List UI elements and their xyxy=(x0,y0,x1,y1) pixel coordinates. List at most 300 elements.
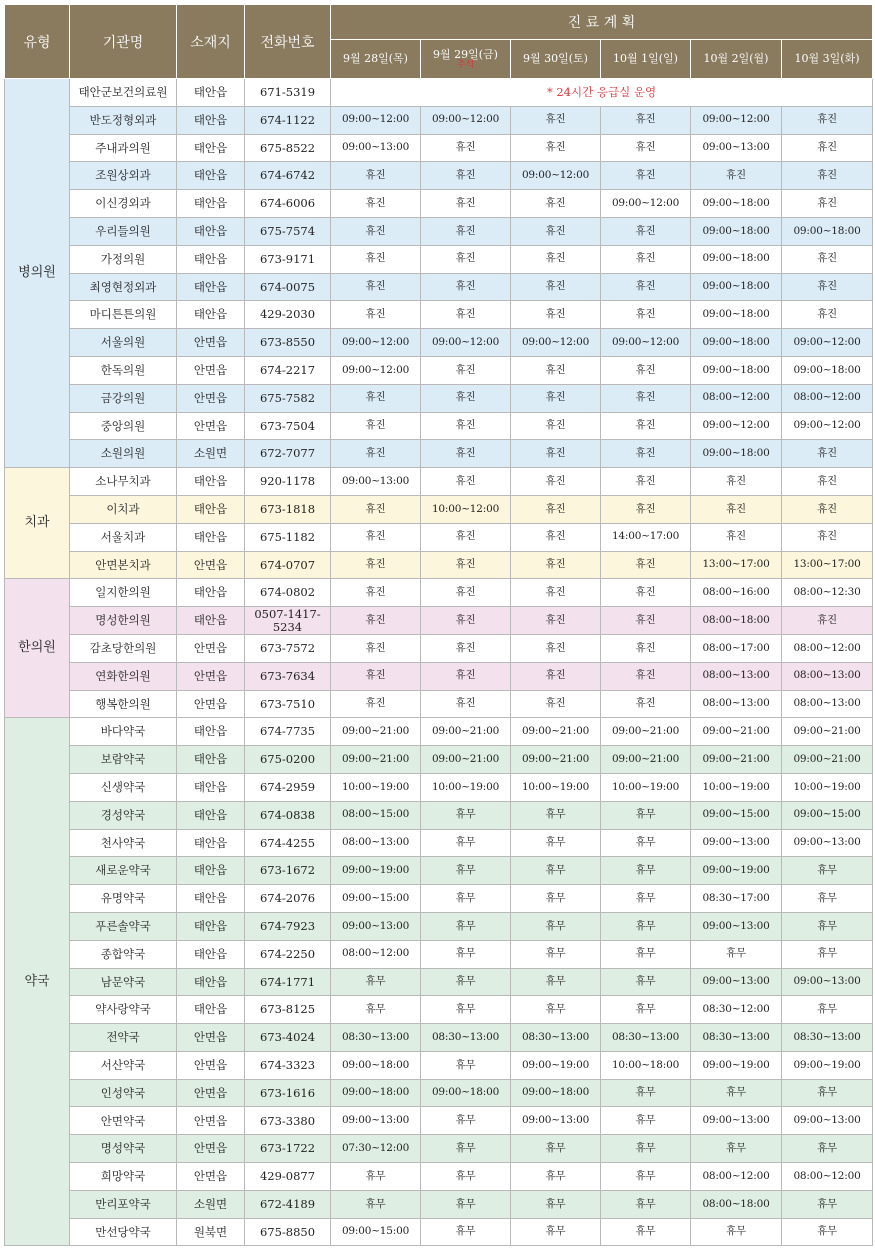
table-row xyxy=(5,634,873,662)
header-phone: 전화번호 xyxy=(245,5,331,79)
location-cell: 안면읍 xyxy=(177,412,245,440)
location-cell: 안면읍 xyxy=(177,1107,245,1135)
table-row xyxy=(5,1107,873,1135)
table-row xyxy=(5,329,873,357)
schedule-cell: 09:00~12:00 xyxy=(511,162,601,190)
table-header xyxy=(5,5,873,79)
table-row xyxy=(5,495,873,523)
phone-cell: 674-7735 xyxy=(245,718,331,746)
institution-name: 보람약국 xyxy=(70,746,177,774)
schedule-cell: 09:00~21:00 xyxy=(331,718,421,746)
schedule-cell: 휴무 xyxy=(601,1079,691,1107)
schedule-cell: 휴진 xyxy=(511,190,601,218)
header-day-1 xyxy=(331,40,421,79)
phone-cell: 674-0707 xyxy=(245,551,331,579)
schedule-cell: 휴진 xyxy=(511,440,601,468)
schedule-cell: 09:00~12:00 xyxy=(782,329,873,357)
phone-cell: 674-1122 xyxy=(245,106,331,134)
schedule-cell: 휴진 xyxy=(691,495,782,523)
schedule-cell: 휴무 xyxy=(782,857,873,885)
schedule-cell: 휴무 xyxy=(511,857,601,885)
institution-name: 서산약국 xyxy=(70,1051,177,1079)
schedule-cell: 09:00~13:00 xyxy=(782,968,873,996)
schedule-cell: 휴무 xyxy=(601,996,691,1024)
schedule-cell: 09:00~18:00 xyxy=(691,190,782,218)
schedule-cell: 08:00~13:00 xyxy=(691,690,782,718)
institution-name: 반도정형외과 xyxy=(70,106,177,134)
location-cell: 태안읍 xyxy=(177,301,245,329)
schedule-cell: 휴무 xyxy=(511,1163,601,1191)
institution-name: 우리들의원 xyxy=(70,217,177,245)
schedule-cell: 휴진 xyxy=(691,523,782,551)
phone-cell: 674-0075 xyxy=(245,273,331,301)
phone-cell: 673-9171 xyxy=(245,245,331,273)
institution-name: 만선당약국 xyxy=(70,1218,177,1246)
schedule-cell: 휴진 xyxy=(601,356,691,384)
schedule-cell: 09:00~18:00 xyxy=(691,301,782,329)
schedule-cell: 휴진 xyxy=(782,134,873,162)
institution-name: 만리포약국 xyxy=(70,1190,177,1218)
phone-cell: 0507-1417-5234 xyxy=(245,607,331,635)
location-cell: 태안읍 xyxy=(177,829,245,857)
schedule-cell: 08:00~12:00 xyxy=(331,940,421,968)
institution-name: 신생약국 xyxy=(70,773,177,801)
header-day-6 xyxy=(782,40,873,79)
schedule-cell: 휴무 xyxy=(511,968,601,996)
header-day-label: 9월 30일(토) xyxy=(523,52,588,66)
schedule-cell: 09:00~21:00 xyxy=(782,746,873,774)
schedule-cell: 휴무 xyxy=(331,1190,421,1218)
phone-cell: 673-7634 xyxy=(245,662,331,690)
schedule-cell: 휴무 xyxy=(421,1163,511,1191)
location-cell: 안면읍 xyxy=(177,356,245,384)
schedule-cell: 13:00~17:00 xyxy=(691,551,782,579)
schedule-cell: 휴무 xyxy=(782,1190,873,1218)
header-plan: 진 료 계 획 xyxy=(331,5,873,40)
phone-cell: 673-1672 xyxy=(245,857,331,885)
phone-cell: 673-7504 xyxy=(245,412,331,440)
schedule-cell: 휴진 xyxy=(601,162,691,190)
schedule-cell: 10:00~19:00 xyxy=(782,773,873,801)
schedule-cell: 휴진 xyxy=(331,690,421,718)
schedule-cell: 휴진 xyxy=(511,523,601,551)
institution-name: 행복한의원 xyxy=(70,690,177,718)
schedule-cell: 휴무 xyxy=(421,829,511,857)
schedule-cell: 휴진 xyxy=(331,412,421,440)
phone-cell: 674-2959 xyxy=(245,773,331,801)
schedule-cell: 휴무 xyxy=(601,912,691,940)
schedule-cell: 휴진 xyxy=(782,190,873,218)
institution-name: 조원상외과 xyxy=(70,162,177,190)
schedule-cell: 08:00~18:00 xyxy=(691,1190,782,1218)
institution-name: 이신경외과 xyxy=(70,190,177,218)
schedule-cell: 휴진 xyxy=(331,579,421,607)
schedule-cell: 휴진 xyxy=(511,217,601,245)
table-row xyxy=(5,690,873,718)
institution-name: 소원의원 xyxy=(70,440,177,468)
table-row xyxy=(5,607,873,635)
phone-cell: 673-1818 xyxy=(245,495,331,523)
table-row xyxy=(5,79,873,107)
phone-cell: 672-4189 xyxy=(245,1190,331,1218)
schedule-cell: 휴진 xyxy=(421,412,511,440)
special-note: * 24시간 응급실 운영 xyxy=(331,79,873,107)
schedule-cell: 휴무 xyxy=(782,1218,873,1246)
phone-cell: 675-7582 xyxy=(245,384,331,412)
schedule-cell: 휴무 xyxy=(511,1190,601,1218)
schedule-cell: 09:00~19:00 xyxy=(691,1051,782,1079)
schedule-cell: 09:00~19:00 xyxy=(691,857,782,885)
schedule-cell: 휴진 xyxy=(511,690,601,718)
schedule-cell: 08:00~13:00 xyxy=(782,662,873,690)
schedule-cell: 휴진 xyxy=(601,301,691,329)
schedule-cell: 09:00~18:00 xyxy=(421,1079,511,1107)
phone-cell: 671-5319 xyxy=(245,79,331,107)
header-day-label: 9월 29일(금) xyxy=(433,47,498,61)
phone-cell: 673-7510 xyxy=(245,690,331,718)
schedule-cell: 09:00~21:00 xyxy=(691,718,782,746)
institution-name: 금강의원 xyxy=(70,384,177,412)
phone-cell: 675-8850 xyxy=(245,1218,331,1246)
location-cell: 태안읍 xyxy=(177,245,245,273)
schedule-cell: 휴진 xyxy=(601,384,691,412)
schedule-cell: 09:00~12:00 xyxy=(331,356,421,384)
schedule-cell: 휴무 xyxy=(421,1218,511,1246)
schedule-cell: 휴무 xyxy=(601,885,691,913)
schedule-cell: 휴진 xyxy=(511,662,601,690)
schedule-cell: 08:00~13:00 xyxy=(691,662,782,690)
category-cell: 치과 xyxy=(5,468,70,579)
table-row xyxy=(5,746,873,774)
schedule-cell: 휴무 xyxy=(601,1107,691,1135)
table-row xyxy=(5,162,873,190)
schedule-cell: 09:00~12:00 xyxy=(691,412,782,440)
schedule-cell: 09:00~18:00 xyxy=(691,329,782,357)
location-cell: 태안읍 xyxy=(177,885,245,913)
schedule-table xyxy=(4,4,873,1246)
schedule-cell: 휴무 xyxy=(601,940,691,968)
schedule-cell: 휴진 xyxy=(511,579,601,607)
location-cell: 태안읍 xyxy=(177,106,245,134)
header-location: 소재지 xyxy=(177,5,245,79)
schedule-cell: 08:30~13:00 xyxy=(691,1024,782,1052)
schedule-cell: 08:00~13:00 xyxy=(331,829,421,857)
location-cell: 안면읍 xyxy=(177,384,245,412)
table-row xyxy=(5,217,873,245)
location-cell: 태안읍 xyxy=(177,134,245,162)
institution-name: 바다약국 xyxy=(70,718,177,746)
schedule-cell: 휴진 xyxy=(331,495,421,523)
schedule-cell: 09:00~18:00 xyxy=(691,440,782,468)
phone-cell: 675-1182 xyxy=(245,523,331,551)
location-cell: 안면읍 xyxy=(177,1163,245,1191)
schedule-cell: 휴무 xyxy=(511,885,601,913)
schedule-cell: 09:00~18:00 xyxy=(691,356,782,384)
schedule-cell: 09:00~13:00 xyxy=(691,829,782,857)
schedule-cell: 휴무 xyxy=(421,996,511,1024)
schedule-cell: 휴진 xyxy=(601,579,691,607)
schedule-cell: 09:00~18:00 xyxy=(331,1079,421,1107)
location-cell: 안면읍 xyxy=(177,329,245,357)
schedule-cell: 휴진 xyxy=(511,384,601,412)
location-cell: 태안읍 xyxy=(177,273,245,301)
schedule-cell: 09:00~12:00 xyxy=(601,190,691,218)
table-row xyxy=(5,384,873,412)
schedule-cell: 휴진 xyxy=(421,579,511,607)
schedule-cell: 휴무 xyxy=(331,1163,421,1191)
table-row xyxy=(5,523,873,551)
schedule-cell: 휴진 xyxy=(421,384,511,412)
institution-name: 명성약국 xyxy=(70,1135,177,1163)
schedule-cell: 휴진 xyxy=(601,607,691,635)
schedule-cell: 휴진 xyxy=(331,384,421,412)
institution-name: 전약국 xyxy=(70,1024,177,1052)
schedule-cell: 08:00~12:00 xyxy=(691,1163,782,1191)
schedule-cell: 휴진 xyxy=(421,634,511,662)
institution-name: 한독의원 xyxy=(70,356,177,384)
schedule-cell: 휴무 xyxy=(691,1218,782,1246)
table-row xyxy=(5,885,873,913)
schedule-cell: 휴진 xyxy=(331,607,421,635)
schedule-cell: 휴무 xyxy=(601,968,691,996)
table-row xyxy=(5,356,873,384)
schedule-cell: 08:00~12:00 xyxy=(782,1163,873,1191)
location-cell: 태안읍 xyxy=(177,746,245,774)
location-cell: 태안읍 xyxy=(177,607,245,635)
schedule-cell: 09:00~15:00 xyxy=(331,885,421,913)
schedule-cell: 휴진 xyxy=(421,607,511,635)
schedule-cell: 휴무 xyxy=(691,1079,782,1107)
table-row xyxy=(5,773,873,801)
phone-cell: 674-2076 xyxy=(245,885,331,913)
schedule-cell: 휴무 xyxy=(601,829,691,857)
table-row xyxy=(5,134,873,162)
schedule-cell: 08:00~17:00 xyxy=(691,634,782,662)
schedule-cell: 휴진 xyxy=(421,356,511,384)
schedule-cell: 휴무 xyxy=(601,1190,691,1218)
schedule-cell: 휴진 xyxy=(421,190,511,218)
schedule-cell: 09:00~18:00 xyxy=(782,217,873,245)
phone-cell: 674-2217 xyxy=(245,356,331,384)
schedule-cell: 08:00~12:30 xyxy=(782,579,873,607)
schedule-cell: 휴진 xyxy=(601,551,691,579)
schedule-cell: 08:30~13:00 xyxy=(331,1024,421,1052)
schedule-cell: 09:00~21:00 xyxy=(601,746,691,774)
schedule-cell: 휴진 xyxy=(601,106,691,134)
table-row xyxy=(5,829,873,857)
schedule-cell: 09:00~19:00 xyxy=(331,857,421,885)
schedule-cell: 휴진 xyxy=(782,273,873,301)
schedule-cell: 휴진 xyxy=(511,495,601,523)
table-row xyxy=(5,440,873,468)
phone-cell: 674-3323 xyxy=(245,1051,331,1079)
location-cell: 안면읍 xyxy=(177,1024,245,1052)
schedule-cell: 휴진 xyxy=(421,440,511,468)
schedule-cell: 휴진 xyxy=(601,217,691,245)
phone-cell: 674-1771 xyxy=(245,968,331,996)
schedule-cell: 휴무 xyxy=(691,940,782,968)
schedule-cell: 휴진 xyxy=(511,551,601,579)
schedule-cell: 휴진 xyxy=(782,162,873,190)
schedule-cell: 10:00~18:00 xyxy=(601,1051,691,1079)
table-row xyxy=(5,273,873,301)
table-body xyxy=(5,79,873,1246)
schedule-cell: 휴진 xyxy=(331,301,421,329)
phone-cell: 674-2250 xyxy=(245,940,331,968)
schedule-cell: 휴무 xyxy=(511,940,601,968)
location-cell: 태안읍 xyxy=(177,162,245,190)
location-cell: 태안읍 xyxy=(177,940,245,968)
category-cell: 한의원 xyxy=(5,579,70,718)
schedule-cell: 휴무 xyxy=(782,1135,873,1163)
schedule-cell: 휴진 xyxy=(601,245,691,273)
schedule-cell: 휴진 xyxy=(601,690,691,718)
schedule-cell: 휴무 xyxy=(421,1190,511,1218)
schedule-cell: 휴진 xyxy=(511,301,601,329)
schedule-cell: 휴무 xyxy=(691,1135,782,1163)
schedule-cell: 휴무 xyxy=(601,857,691,885)
table-row xyxy=(5,1051,873,1079)
phone-cell: 429-0877 xyxy=(245,1163,331,1191)
location-cell: 태안읍 xyxy=(177,523,245,551)
schedule-cell: 휴진 xyxy=(601,412,691,440)
table-row xyxy=(5,245,873,273)
table-row xyxy=(5,468,873,496)
schedule-cell: 휴진 xyxy=(331,523,421,551)
table-row xyxy=(5,801,873,829)
schedule-cell: 휴진 xyxy=(601,495,691,523)
schedule-cell: 휴진 xyxy=(601,440,691,468)
location-cell: 소원면 xyxy=(177,1190,245,1218)
header-day-2 xyxy=(421,40,511,79)
schedule-cell: 10:00~19:00 xyxy=(511,773,601,801)
schedule-cell: 08:00~18:00 xyxy=(691,607,782,635)
table-row xyxy=(5,1135,873,1163)
institution-name: 태안군보건의료원 xyxy=(70,79,177,107)
schedule-cell: 휴진 xyxy=(511,273,601,301)
table-row xyxy=(5,857,873,885)
schedule-cell: 휴진 xyxy=(601,634,691,662)
schedule-cell: 휴무 xyxy=(421,885,511,913)
location-cell: 안면읍 xyxy=(177,634,245,662)
header-day-label: 10월 1일(일) xyxy=(613,52,678,66)
schedule-cell: 09:00~13:00 xyxy=(782,1107,873,1135)
header-day-label: 10월 3일(화) xyxy=(794,52,860,66)
schedule-cell: 09:00~21:00 xyxy=(782,718,873,746)
schedule-cell: 휴진 xyxy=(421,217,511,245)
table-row xyxy=(5,718,873,746)
phone-cell: 674-4255 xyxy=(245,829,331,857)
schedule-cell: 휴진 xyxy=(691,162,782,190)
schedule-cell: 휴진 xyxy=(782,523,873,551)
schedule-cell: 휴진 xyxy=(331,662,421,690)
schedule-cell: 09:00~15:00 xyxy=(331,1218,421,1246)
phone-cell: 673-1722 xyxy=(245,1135,331,1163)
schedule-cell: 휴진 xyxy=(421,134,511,162)
institution-name: 중앙의원 xyxy=(70,412,177,440)
phone-cell: 672-7077 xyxy=(245,440,331,468)
table-row xyxy=(5,190,873,218)
schedule-cell: 휴진 xyxy=(421,468,511,496)
schedule-cell: 휴진 xyxy=(331,217,421,245)
institution-name: 새로운약국 xyxy=(70,857,177,885)
institution-name: 약사랑약국 xyxy=(70,996,177,1024)
schedule-cell: 09:00~15:00 xyxy=(782,801,873,829)
institution-name: 마디튼튼의원 xyxy=(70,301,177,329)
table-row xyxy=(5,940,873,968)
schedule-cell: 휴진 xyxy=(421,662,511,690)
schedule-cell: 휴무 xyxy=(601,1163,691,1191)
schedule-cell: 09:00~13:00 xyxy=(331,1107,421,1135)
institution-name: 명성한의원 xyxy=(70,607,177,635)
header-day-5 xyxy=(691,40,782,79)
schedule-cell: 휴무 xyxy=(421,1051,511,1079)
institution-name: 희망약국 xyxy=(70,1163,177,1191)
schedule-cell: 08:30~12:00 xyxy=(691,996,782,1024)
schedule-cell: 휴무 xyxy=(421,801,511,829)
institution-name: 유명약국 xyxy=(70,885,177,913)
schedule-cell: 휴진 xyxy=(331,245,421,273)
schedule-cell: 09:00~13:00 xyxy=(511,1107,601,1135)
institution-name: 서울의원 xyxy=(70,329,177,357)
schedule-cell: 10:00~19:00 xyxy=(421,773,511,801)
institution-name: 가정의원 xyxy=(70,245,177,273)
institution-name: 이치과 xyxy=(70,495,177,523)
schedule-cell: 휴무 xyxy=(601,1135,691,1163)
schedule-cell: 휴무 xyxy=(421,912,511,940)
schedule-cell: 휴진 xyxy=(331,551,421,579)
schedule-cell: 09:00~18:00 xyxy=(691,245,782,273)
schedule-cell: 09:00~12:00 xyxy=(782,412,873,440)
location-cell: 태안읍 xyxy=(177,79,245,107)
schedule-cell: 휴무 xyxy=(601,1218,691,1246)
phone-cell: 674-0838 xyxy=(245,801,331,829)
institution-name: 푸른솔약국 xyxy=(70,912,177,940)
schedule-cell: 휴진 xyxy=(331,634,421,662)
schedule-cell: 09:00~13:00 xyxy=(691,1107,782,1135)
schedule-cell: 14:00~17:00 xyxy=(601,523,691,551)
location-cell: 태안읍 xyxy=(177,718,245,746)
schedule-cell: 09:00~21:00 xyxy=(511,746,601,774)
institution-name: 일지한의원 xyxy=(70,579,177,607)
schedule-cell: 휴진 xyxy=(421,273,511,301)
institution-name: 천사약국 xyxy=(70,829,177,857)
phone-cell: 673-3380 xyxy=(245,1107,331,1135)
schedule-cell: 휴진 xyxy=(782,106,873,134)
location-cell: 안면읍 xyxy=(177,1135,245,1163)
institution-name: 서울치과 xyxy=(70,523,177,551)
phone-cell: 673-8125 xyxy=(245,996,331,1024)
schedule-cell: 휴진 xyxy=(421,551,511,579)
schedule-cell: 휴무 xyxy=(331,968,421,996)
table-row xyxy=(5,1190,873,1218)
schedule-cell: 휴진 xyxy=(601,134,691,162)
location-cell: 안면읍 xyxy=(177,1051,245,1079)
institution-name: 안면약국 xyxy=(70,1107,177,1135)
schedule-cell: 09:00~18:00 xyxy=(511,1079,601,1107)
schedule-cell: 휴무 xyxy=(782,1079,873,1107)
schedule-cell: 휴진 xyxy=(421,301,511,329)
schedule-cell: 09:00~12:00 xyxy=(601,329,691,357)
schedule-cell: 휴진 xyxy=(782,468,873,496)
institution-name: 남문약국 xyxy=(70,968,177,996)
schedule-cell: 휴진 xyxy=(782,245,873,273)
schedule-cell: 휴진 xyxy=(421,523,511,551)
schedule-cell: 휴무 xyxy=(511,912,601,940)
schedule-cell: 휴진 xyxy=(601,468,691,496)
phone-cell: 674-6742 xyxy=(245,162,331,190)
table-row xyxy=(5,1024,873,1052)
